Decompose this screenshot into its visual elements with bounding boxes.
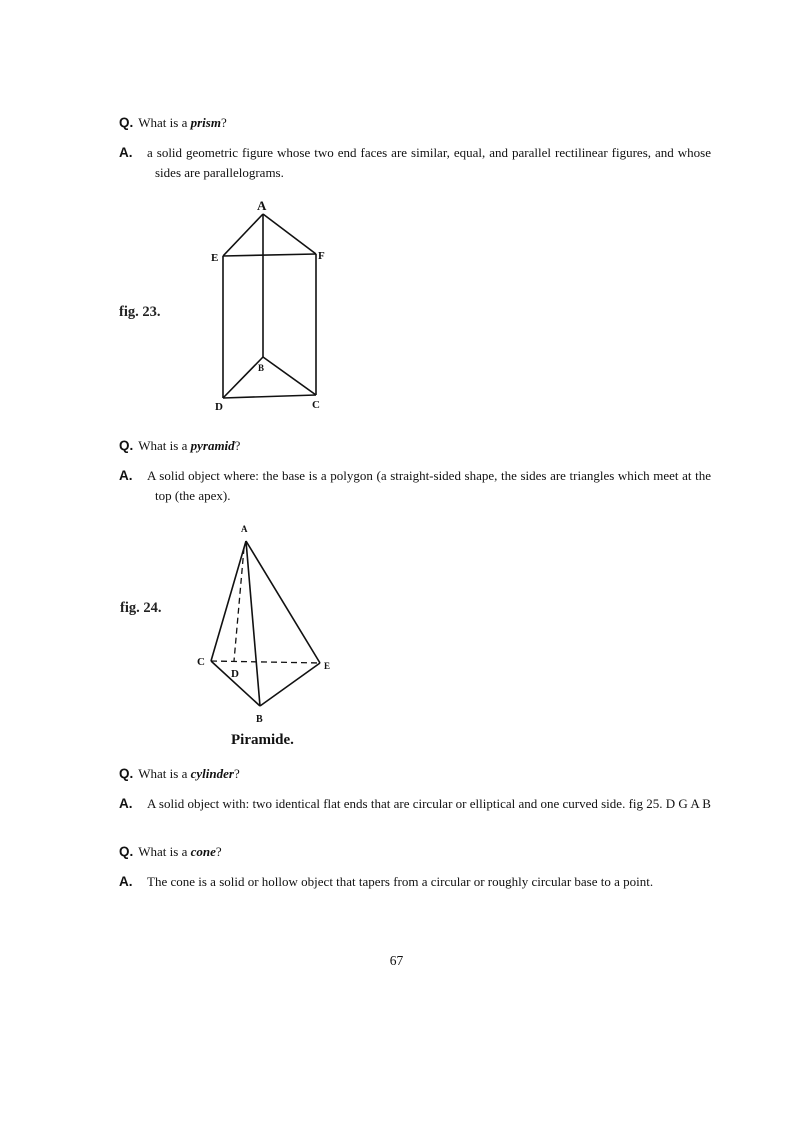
point-label: A bbox=[241, 524, 248, 534]
answer-prefix: A. bbox=[119, 796, 133, 811]
point-label: D bbox=[215, 401, 223, 413]
point-label: C bbox=[312, 399, 320, 411]
question-prism bbox=[119, 113, 675, 133]
page-number: 67 bbox=[389, 953, 404, 968]
answer-pyramid bbox=[119, 466, 711, 506]
point-label: B bbox=[256, 714, 263, 725]
figure-label-24: fig. 24. bbox=[120, 600, 162, 616]
question-cylinder bbox=[119, 764, 675, 784]
answer-cone bbox=[119, 872, 711, 892]
question-prefix: Q. bbox=[119, 115, 134, 130]
figure-label-23: fig. 23. bbox=[119, 304, 161, 320]
question-cone bbox=[119, 842, 675, 862]
question-pyramid bbox=[119, 436, 675, 456]
answer-prism bbox=[119, 143, 711, 183]
answer-prefix: A. bbox=[119, 874, 133, 889]
point-label: E bbox=[324, 661, 331, 671]
point-label: C bbox=[197, 656, 205, 668]
answer-cylinder bbox=[119, 794, 711, 814]
answer-prefix: A. bbox=[119, 145, 133, 160]
answer-text: The cone is a solid or hollow object that tapers from a circular or roughly circular base to a point. bbox=[147, 874, 654, 889]
question-text: What is a bbox=[138, 844, 191, 859]
point-label: A bbox=[257, 198, 267, 213]
question-mark: ? bbox=[215, 844, 222, 859]
question-prefix: Q. bbox=[119, 766, 134, 781]
question-term: prism bbox=[190, 115, 221, 130]
question-text: What is a bbox=[138, 438, 191, 453]
figure-caption: Piramide. bbox=[231, 732, 294, 748]
point-label: D bbox=[231, 668, 239, 680]
pyramid-figure bbox=[190, 518, 350, 750]
question-prefix: Q. bbox=[119, 438, 134, 453]
question-text: What is a bbox=[138, 766, 191, 781]
answer-text: A solid object where: the base is a polygon (a straight-sided shape, the sides are triangles which meet at the top (the apex). bbox=[147, 468, 711, 503]
question-mark: ? bbox=[220, 115, 227, 130]
answer-prefix: A. bbox=[119, 468, 133, 483]
prism-figure bbox=[200, 192, 340, 414]
question-text: What is a bbox=[138, 115, 191, 130]
question-mark: ? bbox=[234, 438, 241, 453]
question-term: cone bbox=[190, 844, 216, 859]
answer-text: a solid geometric figure whose two end faces are similar, equal, and parallel rectilinear figures, and whose sides are parallelograms. bbox=[147, 145, 711, 180]
question-prefix: Q. bbox=[119, 844, 134, 859]
point-label: B bbox=[258, 363, 265, 373]
question-term: cylinder bbox=[190, 766, 234, 781]
point-label: F bbox=[318, 250, 325, 262]
point-label: E bbox=[211, 252, 219, 264]
question-mark: ? bbox=[233, 766, 240, 781]
question-term: pyramid bbox=[190, 438, 235, 453]
answer-text: A solid object with: two identical flat ends that are circular or elliptical and one curved side. fig 25. D G A B bbox=[147, 796, 711, 811]
